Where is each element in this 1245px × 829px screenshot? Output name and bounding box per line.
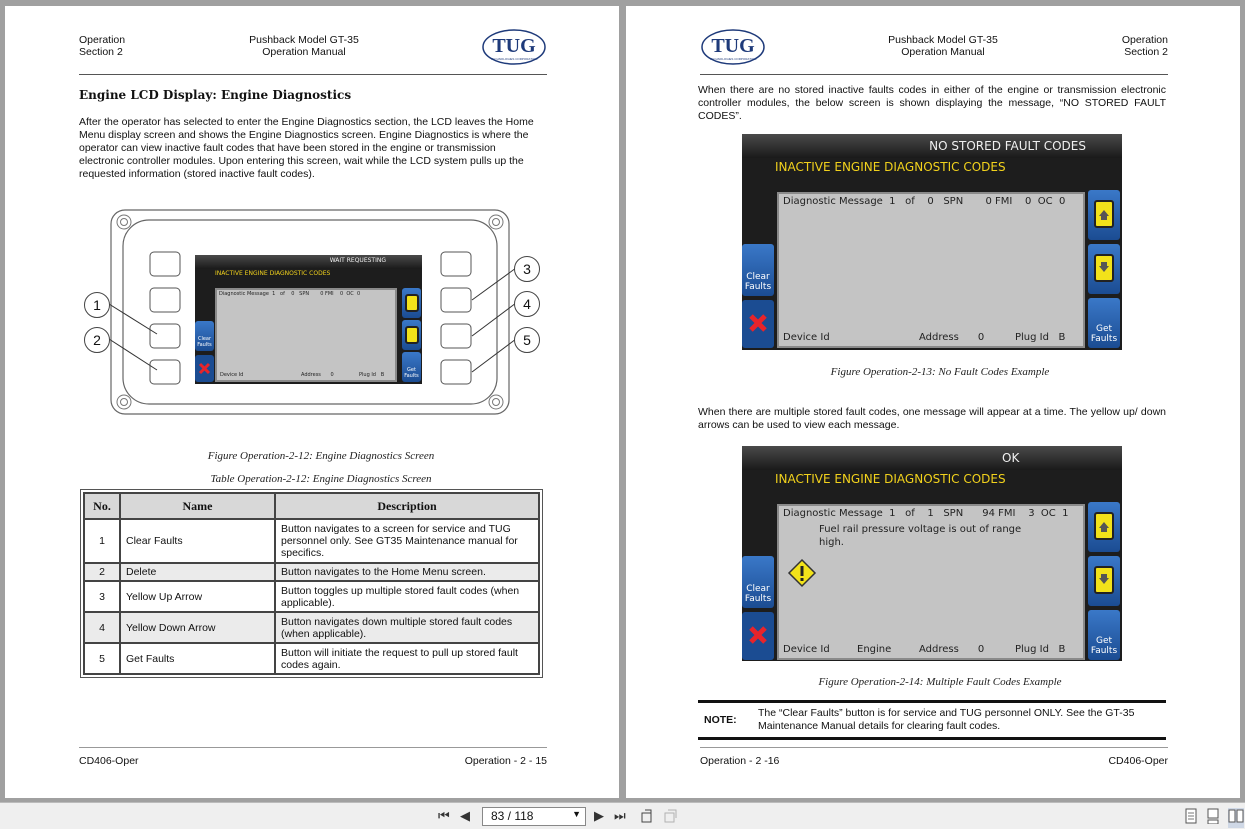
lcd-message-panel [777,504,1085,660]
table-header-row [84,493,539,519]
delete-x-icon [195,355,214,382]
delete-x-icon [742,300,774,348]
tug-logo [700,28,766,66]
table-row: 5 Get Faults Button will initiate the request to pull up stored fault codes again. [84,643,539,674]
lcd-status: OK [1002,451,1020,465]
single-page-view-icon[interactable] [1184,808,1198,828]
table-row: 2 Delete Button navigates to the Home Menu screen. [84,563,539,581]
table-row: 4 Yellow Down Arrow Button navigates down multiple stored fault codes (when applicable). [84,612,539,643]
engine-diagnostics-figure [79,206,549,421]
lcd-title: INACTIVE ENGINE DIAGNOSTIC CODES [215,270,331,277]
up-arrow-button[interactable] [1088,502,1120,552]
lcd-address: Address 0 [919,644,985,655]
page-footer [700,747,1168,767]
paragraph-no-faults: When there are no stored inactive faults codes in either of the engine or transmission electronic controller modules, the below screen is shown displaying the message, “NO STORED FAULT CODES”. [698,84,1166,122]
lcd-address: Address 0 [919,332,985,343]
two-page-view-icon[interactable] [1228,808,1244,828]
down-arrow-button[interactable] [1088,244,1120,294]
section-title: Engine LCD Display: Engine Diagnostics [79,88,352,102]
header-title: Pushback Model GT-35 Operation Manual [888,34,998,58]
previous-page-button[interactable]: ◀ [460,808,470,823]
up-arrow-icon [1094,200,1114,228]
col-name: Name [120,493,275,519]
table-caption-12: Table Operation-2-12: Engine Diagnostics Screen [210,473,432,485]
lcd-plug-id: Plug Id B [1015,332,1066,343]
footer-page-number: Operation - 2 -16 [700,755,780,767]
footer-doc-id: CD406-Oper [79,755,139,767]
header-title: Pushback Model GT-35 Operation Manual [249,34,359,58]
table-row: 1 Clear Faults Button navigates to a screen for service and TUG personnel only. See GT35 Maintenance manual for specifics. [84,519,539,563]
page-footer [79,747,547,767]
next-page-button[interactable]: ▶ [594,808,604,823]
paragraph-multiple-faults: When there are multiple stored fault codes, one message will appear at a time. The yellow up/ down arrows can be used to view each message. [698,406,1166,431]
intro-paragraph: After the operator has selected to enter the Engine Diagnostics section, the LCD leaves the Home Menu display screen and shows the Engine Diagnostics screen. Engine Diagnostics is where the operator can view inactive fault codes that have been stored in the engine or transmission electronic controller modules. Upon entering this screen, wait while the LCD system pulls up the requested information (stored inactive fault codes). [79,116,534,180]
lcd-no-faults-screen [742,134,1122,350]
table-row: 3 Yellow Up Arrow Button toggles up multiple stored fault codes (when applicable). [84,581,539,612]
lcd-status: NO STORED FAULT CODES [929,139,1086,153]
fit-icon[interactable] [662,808,678,828]
lcd-engine-label: Engine [857,644,892,655]
header-section: Operation Section 2 [79,34,126,58]
small-lcd-screen [195,255,422,384]
col-description: Description [275,493,539,519]
left-page [5,6,619,798]
note-box [698,700,1166,740]
lcd-device-id: Device Id [220,372,244,378]
figure-caption-13: Figure Operation-2-13: No Fault Codes Example [830,366,1050,378]
up-arrow-icon [1094,512,1114,540]
fault-description-line-2: high. [819,537,844,548]
warning-icon [787,558,817,588]
footer-page-number: Operation - 2 - 15 [464,755,547,767]
down-arrow-icon [1094,566,1114,594]
first-page-button[interactable]: ⏮ [438,808,450,823]
down-arrow-button[interactable] [402,320,421,350]
lcd-message-panel [777,192,1085,348]
lcd-multiple-faults-screen [742,446,1122,661]
page-number-input[interactable]: 83 / 118 ▼ [482,807,586,826]
svg-text:TUG: TUG [492,35,536,57]
down-arrow-icon [1094,254,1114,282]
delete-button[interactable] [742,612,774,660]
note-text: The “Clear Faults” button is for service and TUG personnel ONLY. See the GT-35 Maintenance Manual details for clearing fault codes. [758,707,1135,732]
lcd-message-line: Diagnostic Message 1 of 0 SPN 0 FMI 0 OC 0 [783,196,1066,207]
svg-text:TUG: TUG [711,35,755,57]
right-page [626,6,1240,798]
get-faults-button[interactable]: Get Faults [1088,298,1120,348]
page-header [700,28,1168,75]
clear-faults-button[interactable]: Clear Faults [742,244,774,296]
rotate-icon[interactable] [639,808,655,828]
lcd-address: Address 0 [301,372,334,378]
lcd-status: WAIT REQUESTING [329,257,386,264]
lcd-title: INACTIVE ENGINE DIAGNOSTIC CODES [775,472,1006,486]
page-header [79,28,547,75]
clear-faults-button[interactable]: Clear Faults [742,556,774,608]
lcd-message-panel [215,288,397,382]
footer-doc-id: CD406-Oper [1108,755,1168,767]
figure-caption-12: Figure Operation-2-12: Engine Diagnostics Screen [207,450,435,462]
lcd-message-line: Diagnostic Message 1 of 0 SPN 0 FMI 0 OC 0 [219,291,361,297]
delete-button[interactable] [742,300,774,348]
down-arrow-icon [405,326,419,344]
header-section: Operation Section 2 [1121,34,1168,58]
lcd-plug-id: Plug Id B [1015,644,1066,655]
page-dropdown-icon[interactable]: ▼ [572,809,581,819]
tug-logo [481,28,547,66]
lcd-title: INACTIVE ENGINE DIAGNOSTIC CODES [775,160,1006,174]
callout-3: 3 [514,256,540,282]
last-page-button[interactable]: ⏭ [614,808,626,823]
svg-text:TECHNOLOGIES CORPORATION: TECHNOLOGIES CORPORATION [490,57,538,61]
delete-x-icon [742,612,774,660]
clear-faults-button[interactable]: Clear Faults [195,321,214,351]
lcd-message-line: Diagnostic Message 1 of 1 SPN 94 FMI 3 OC 1 [783,508,1069,519]
delete-button[interactable] [195,355,214,382]
up-arrow-icon [405,294,419,312]
col-no: No. [84,493,120,519]
diagnostics-table [83,492,540,675]
get-faults-button[interactable]: Get Faults [402,352,421,382]
callout-2: 2 [84,327,110,353]
note-label: NOTE: [704,714,737,726]
callout-1: 1 [84,292,110,318]
lcd-device-id: Device Id [783,332,830,343]
continuous-view-icon[interactable] [1206,808,1220,828]
get-faults-button[interactable]: Get Faults [1088,610,1120,660]
viewer-toolbar [0,802,1245,829]
lcd-device-id: Device Id [783,644,830,655]
callout-5: 5 [514,327,540,353]
fault-description-line-1: Fuel rail pressure voltage is out of range [819,524,1022,535]
lcd-plug-id: Plug Id B [359,372,385,378]
down-arrow-button[interactable] [1088,556,1120,606]
callout-4: 4 [514,291,540,317]
figure-caption-14: Figure Operation-2-14: Multiple Fault Codes Example [818,676,1062,688]
svg-text:TECHNOLOGIES CORPORATION: TECHNOLOGIES CORPORATION [709,57,757,61]
up-arrow-button[interactable] [1088,190,1120,240]
up-arrow-button[interactable] [402,288,421,318]
